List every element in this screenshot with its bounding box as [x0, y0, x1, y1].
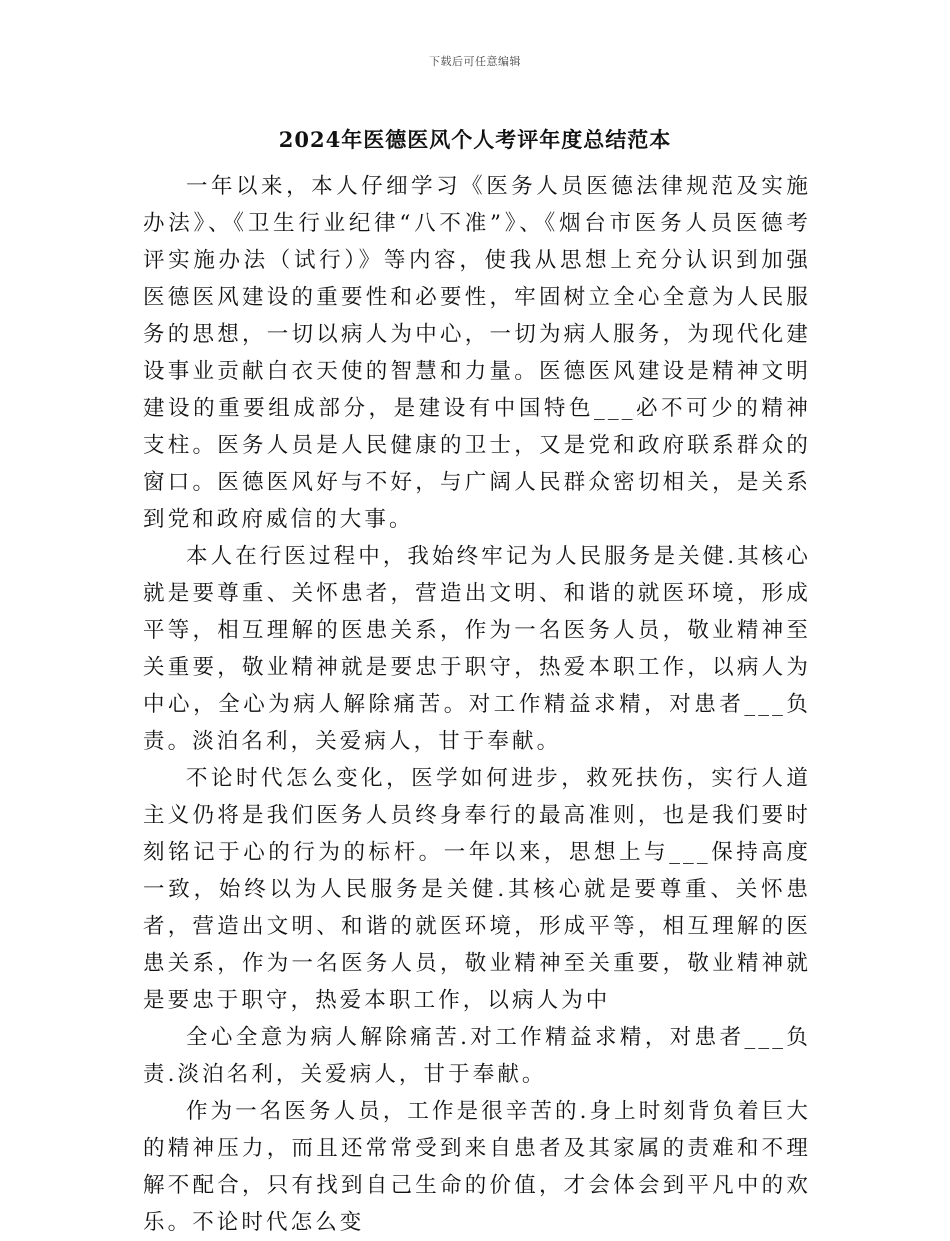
- paragraph-1: 一年以来，本人仔细学习《医务人员医德法律规范及实施办法》、《卫生行业纪律“八不准”》、《烟台市医务人员医德考评实施办法（试行）》等内容，使我从思想上充分认识到加强医德医风建设的重要性和必要性，牢固树立全心全意为人民服务的思想，一切以病人为中心，一切为病人服务，为现代化建设事业贡献白衣天使的智慧和力量。医德医风建设是精神文明建设的重要组成部分，是建设有中国特色___必不可少的精神支柱。医务人员是人民健康的卫士，又是党和政府联系群众的窗口。医德医风好与不好，与广阔人民群众密切相关，是关系到党和政府威信的大事。: [143, 174, 811, 532]
- document-title: 2024年医德医风个人考评年度总结范本: [278, 127, 672, 152]
- page-header-note: 下载后可任意编辑: [429, 55, 521, 68]
- paragraph-2: 本人在行医过程中，我始终牢记为人民服务是关健.其核心就是要尊重、关怀患者，营造出文明、和谐的就医环境，形成平等，相互理解的医患关系，作为一名医务人员，敬业精神至关重要，敬业精神就是要忠于职守，热爱本职工作，以病人为中心，全心为病人解除痛苦。对工作精益求精，对患者___负责。淡泊名利，关爱病人，甘于奉献。: [143, 544, 811, 754]
- paragraph-5: 作为一名医务人员，工作是很辛苦的.身上时刻背负着巨大的精神压力，而且还常常受到来自患者及其家属的责难和不理解不配合，只有找到自己生命的价值，才会体会到平凡中的欢乐。不论时代怎么变: [143, 1099, 811, 1235]
- document-body: [143, 168, 811, 1241]
- paragraph-3: 不论时代怎么变化，医学如何进步，救死扶伤，实行人道主义仍将是我们医务人员终身奉行的最高准则，也是我们要时刻铭记于心的行为的标杆。一年以来，思想上与___保持高度一致，始终以为人民服务是关健.其核心就是要尊重、关怀患者，营造出文明、和谐的就医环境，形成平等，相互理解的医患关系，作为一名医务人员，敬业精神至关重要，敬业精神就是要忠于职守，热爱本职工作，以病人为中: [143, 766, 811, 1013]
- paragraph-4: 全心全意为病人解除痛苦.对工作精益求精，对患者___负责.淡泊名利，关爱病人，甘于奉献。: [143, 1025, 811, 1087]
